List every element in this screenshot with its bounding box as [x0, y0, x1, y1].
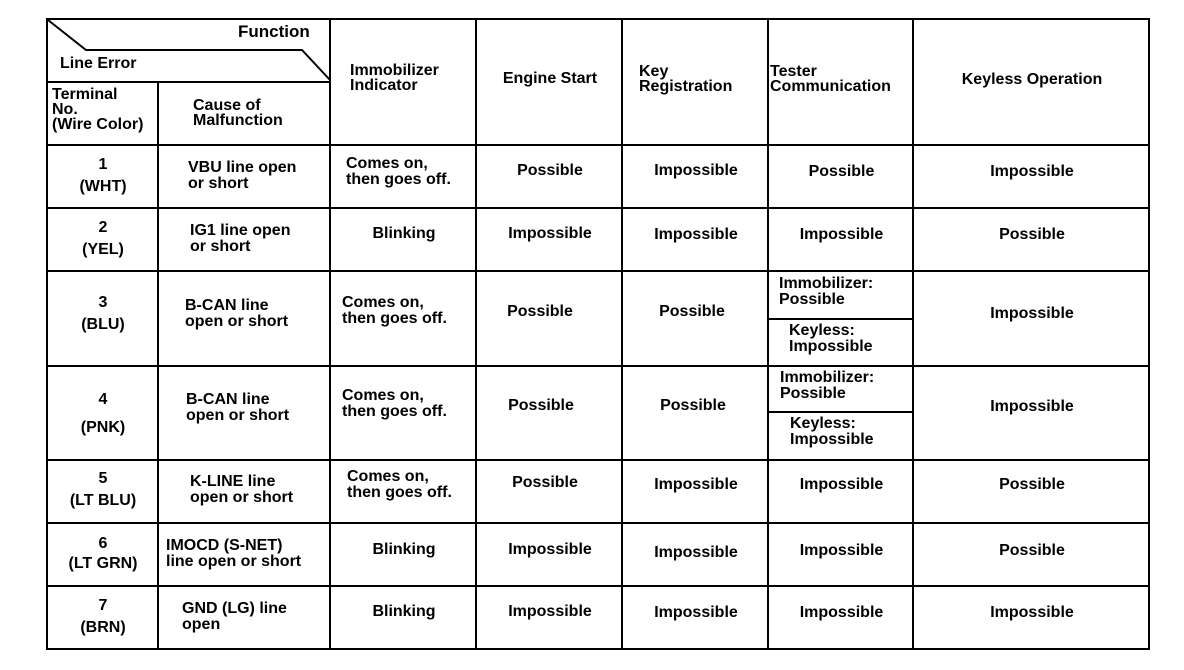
row5-keyless: Possible [999, 476, 1065, 493]
row2-keyless: Possible [999, 226, 1065, 243]
row2-engine: Impossible [508, 225, 592, 242]
row3-tester-immobilizer: Immobilizer: Possible [779, 275, 874, 308]
row6-indicator: Blinking [372, 541, 436, 558]
row7-key: Impossible [654, 604, 738, 621]
row4-engine: Possible [508, 397, 574, 414]
row1-terminal: 1 (WHT) [79, 156, 127, 195]
row1-tester: Possible [808, 163, 875, 180]
row7-tester: Impossible [799, 604, 884, 621]
row2-tester: Impossible [799, 226, 884, 243]
row6-engine: Impossible [508, 541, 592, 558]
terminal-no-header: Terminal No. (Wire Color) [52, 86, 144, 133]
col-header-engine-start: Engine Start [502, 70, 598, 87]
row4-tester-immobilizer: Immobilizer: Possible [780, 369, 875, 402]
row3-cause: B-CAN line open or short [185, 297, 289, 330]
row7-cause: GND (LG) line open [182, 600, 287, 633]
row4-key: Possible [660, 397, 726, 414]
row3-terminal: 3 (BLU) [81, 294, 125, 333]
row5-tester: Impossible [799, 476, 884, 493]
row1-keyless: Impossible [990, 163, 1074, 180]
row5-engine: Possible [512, 474, 578, 491]
row5-indicator: Comes on, then goes off. [347, 468, 452, 501]
row3-key: Possible [659, 303, 725, 320]
row7-terminal: 7 (BRN) [80, 597, 126, 636]
col-header-keyless: Keyless Operation [961, 71, 1103, 88]
row7-indicator: Blinking [372, 603, 436, 620]
row2-key: Impossible [654, 226, 738, 243]
row3-indicator: Comes on, then goes off. [342, 294, 447, 327]
row5-key: Impossible [654, 476, 738, 493]
row2-indicator: Blinking [372, 225, 436, 242]
row1-indicator: Comes on, then goes off. [346, 155, 451, 188]
row5-terminal: 5 (LT BLU) [69, 470, 137, 509]
col-header-key-registration: Key Registration [639, 63, 733, 95]
function-label: Function [238, 22, 310, 41]
row6-terminal: 6 (LT GRN) [68, 535, 138, 572]
row1-engine: Possible [517, 162, 583, 179]
row5-cause: K-LINE line open or short [190, 473, 294, 506]
row3-keyless: Impossible [990, 305, 1074, 322]
row6-tester: Impossible [799, 542, 884, 559]
col-header-tester: Tester Communication [770, 63, 891, 95]
cause-header: Cause of Malfunction [193, 97, 283, 129]
row6-key: Impossible [654, 544, 738, 561]
row3-engine: Possible [507, 303, 573, 320]
row4-keyless: Impossible [990, 398, 1074, 415]
row7-keyless: Impossible [990, 604, 1074, 621]
line-error-label: Line Error [60, 55, 137, 72]
col-header-immobilizer: Immobilizer Indicator [350, 62, 439, 94]
row2-cause: IG1 line open or short [190, 222, 291, 255]
row6-cause: IMOCD (S-NET) line open or short [166, 537, 302, 570]
row4-cause: B-CAN line open or short [186, 391, 290, 424]
row7-engine: Impossible [508, 603, 592, 620]
row3-tester-keyless: Keyless: Impossible [789, 322, 873, 355]
row6-keyless: Possible [999, 542, 1065, 559]
row4-indicator: Comes on, then goes off. [342, 387, 447, 420]
row2-terminal: 2 (YEL) [82, 219, 124, 258]
row4-tester-keyless: Keyless: Impossible [790, 415, 874, 448]
row1-cause: VBU line open or short [188, 159, 297, 192]
row1-key: Impossible [654, 162, 738, 179]
row4-terminal: 4 (PNK) [80, 391, 126, 436]
